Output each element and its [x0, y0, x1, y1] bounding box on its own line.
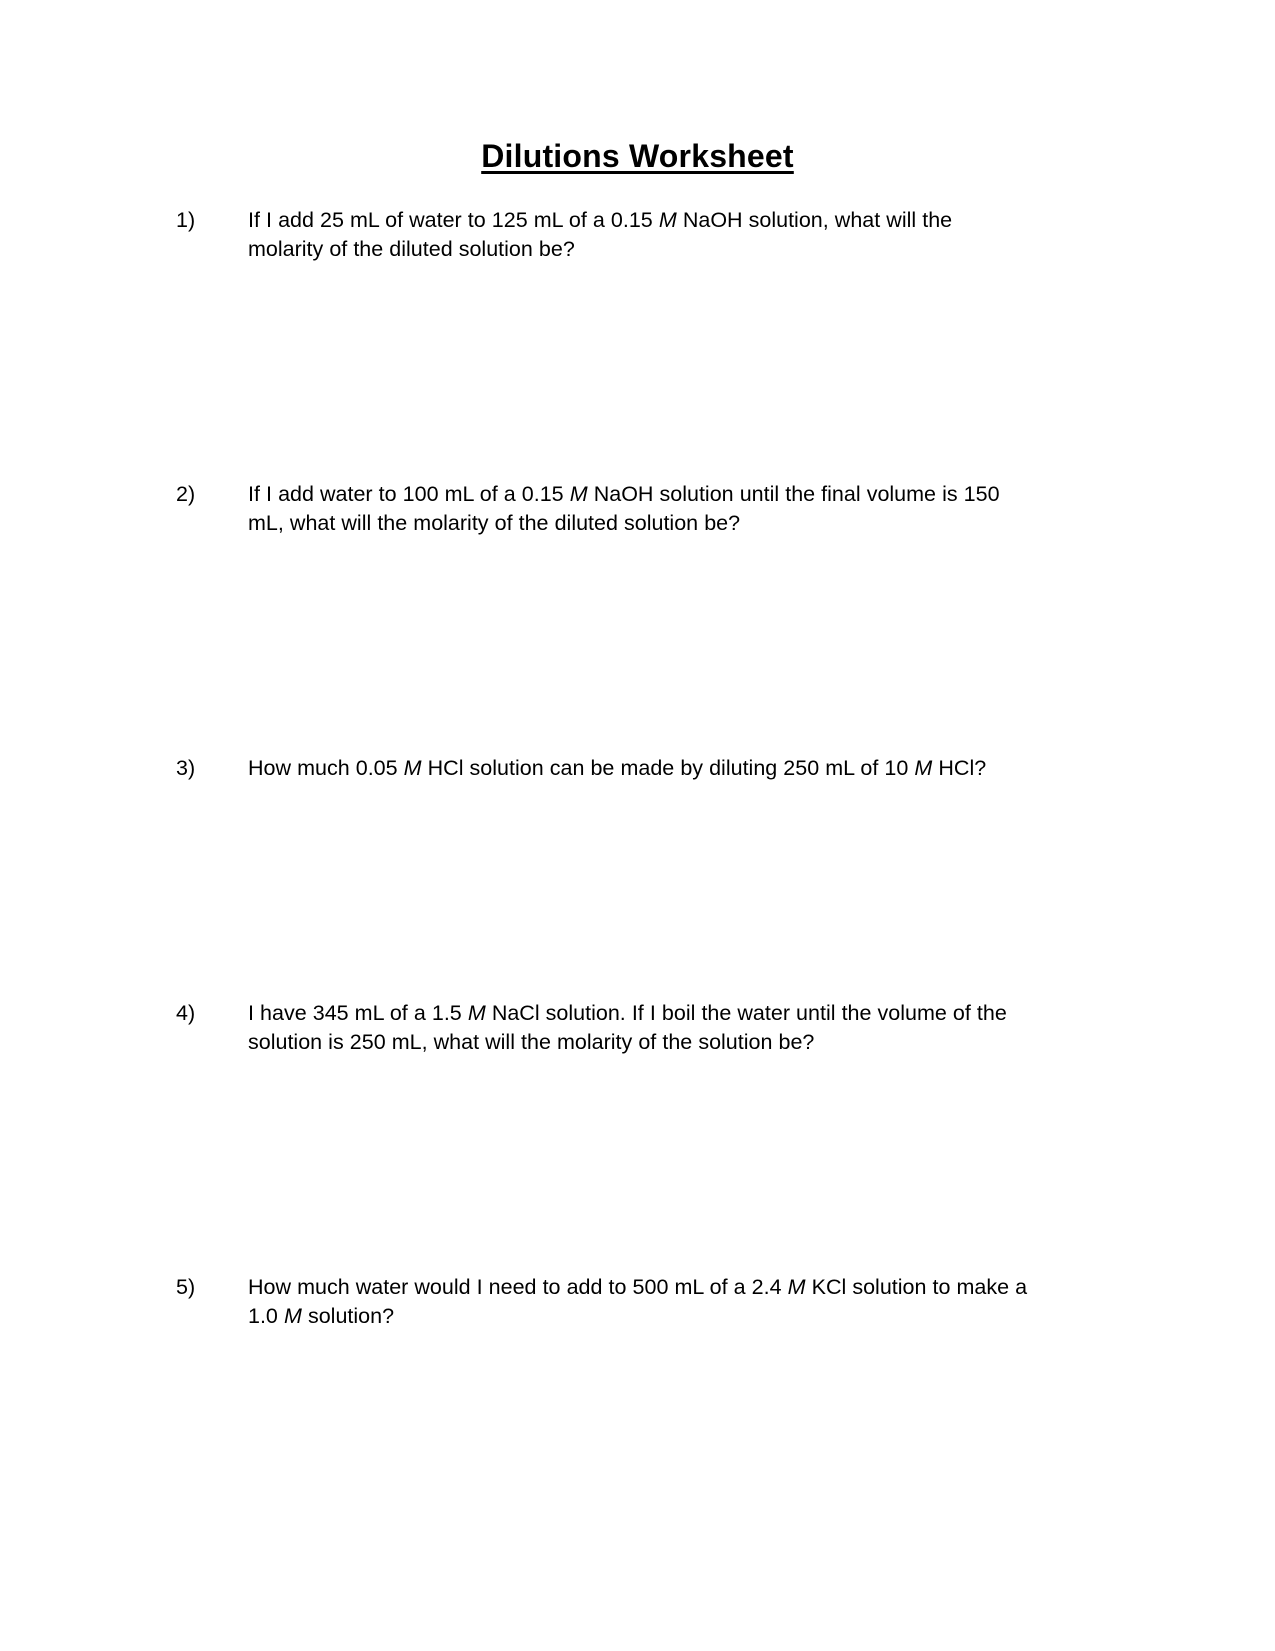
molarity-symbol: M: [467, 1001, 486, 1025]
molarity-symbol: M: [658, 208, 677, 232]
question-text-4: [248, 999, 1033, 1057]
answer-space-4: [176, 1057, 1056, 1273]
molarity-symbol-2: M: [914, 756, 933, 780]
question-item-5: [176, 1273, 1056, 1331]
answer-space-1: [176, 264, 1056, 480]
question-number-5: 5): [176, 1275, 196, 1299]
answer-space-3: [176, 783, 1056, 999]
question-number-1: 1): [176, 208, 196, 232]
question-5-part-a: How much water would I need to add to 500 mL of a 2.4: [248, 1275, 788, 1299]
question-text-5: [248, 1273, 1033, 1331]
molarity-symbol-2: M: [283, 1304, 302, 1328]
page-title-text: Dilutions Worksheet: [481, 138, 794, 174]
question-1-part-b: NaOH solution, what will the molarity of the diluted solution be?: [248, 208, 953, 261]
question-3-part-c: HCl?: [932, 756, 987, 780]
question-text-2: [248, 480, 1033, 538]
question-item-2: [176, 480, 1056, 538]
question-4-part-b: NaCl solution. If I boil the water until the volume of the solution is 250 mL, what will the molarity of the solution be?: [248, 1001, 1007, 1054]
question-3-part-b: HCl solution can be made by diluting 250 mL of 10: [421, 756, 915, 780]
question-item-4: [176, 999, 1056, 1057]
molarity-symbol: M: [403, 756, 422, 780]
answer-space-2: [176, 538, 1056, 754]
question-number-3: 3): [176, 756, 196, 780]
question-text-1: [248, 206, 1033, 264]
molarity-symbol: M: [569, 482, 588, 506]
molarity-symbol: M: [787, 1275, 806, 1299]
question-3-part-a: How much 0.05: [248, 756, 404, 780]
question-list: [176, 206, 1056, 1547]
question-text-3: [248, 754, 1033, 783]
answer-space-5: [176, 1331, 1056, 1547]
question-4-part-a: I have 345 mL of a 1.5: [248, 1001, 468, 1025]
question-5-part-b: KCl solution to make a 1.0: [248, 1275, 1028, 1328]
question-2-part-b: NaOH solution until the final volume is 150 mL, what will the molarity of the diluted solution be?: [248, 482, 1000, 535]
question-number-4: 4): [176, 1001, 196, 1025]
question-item-3: [176, 754, 1056, 783]
question-item-1: [176, 206, 1056, 264]
page-title: [0, 138, 1275, 175]
question-5-part-c: solution?: [301, 1304, 395, 1328]
question-1-part-a: If I add 25 mL of water to 125 mL of a 0.15: [248, 208, 659, 232]
question-2-part-a: If I add water to 100 mL of a 0.15: [248, 482, 570, 506]
question-number-2: 2): [176, 482, 196, 506]
